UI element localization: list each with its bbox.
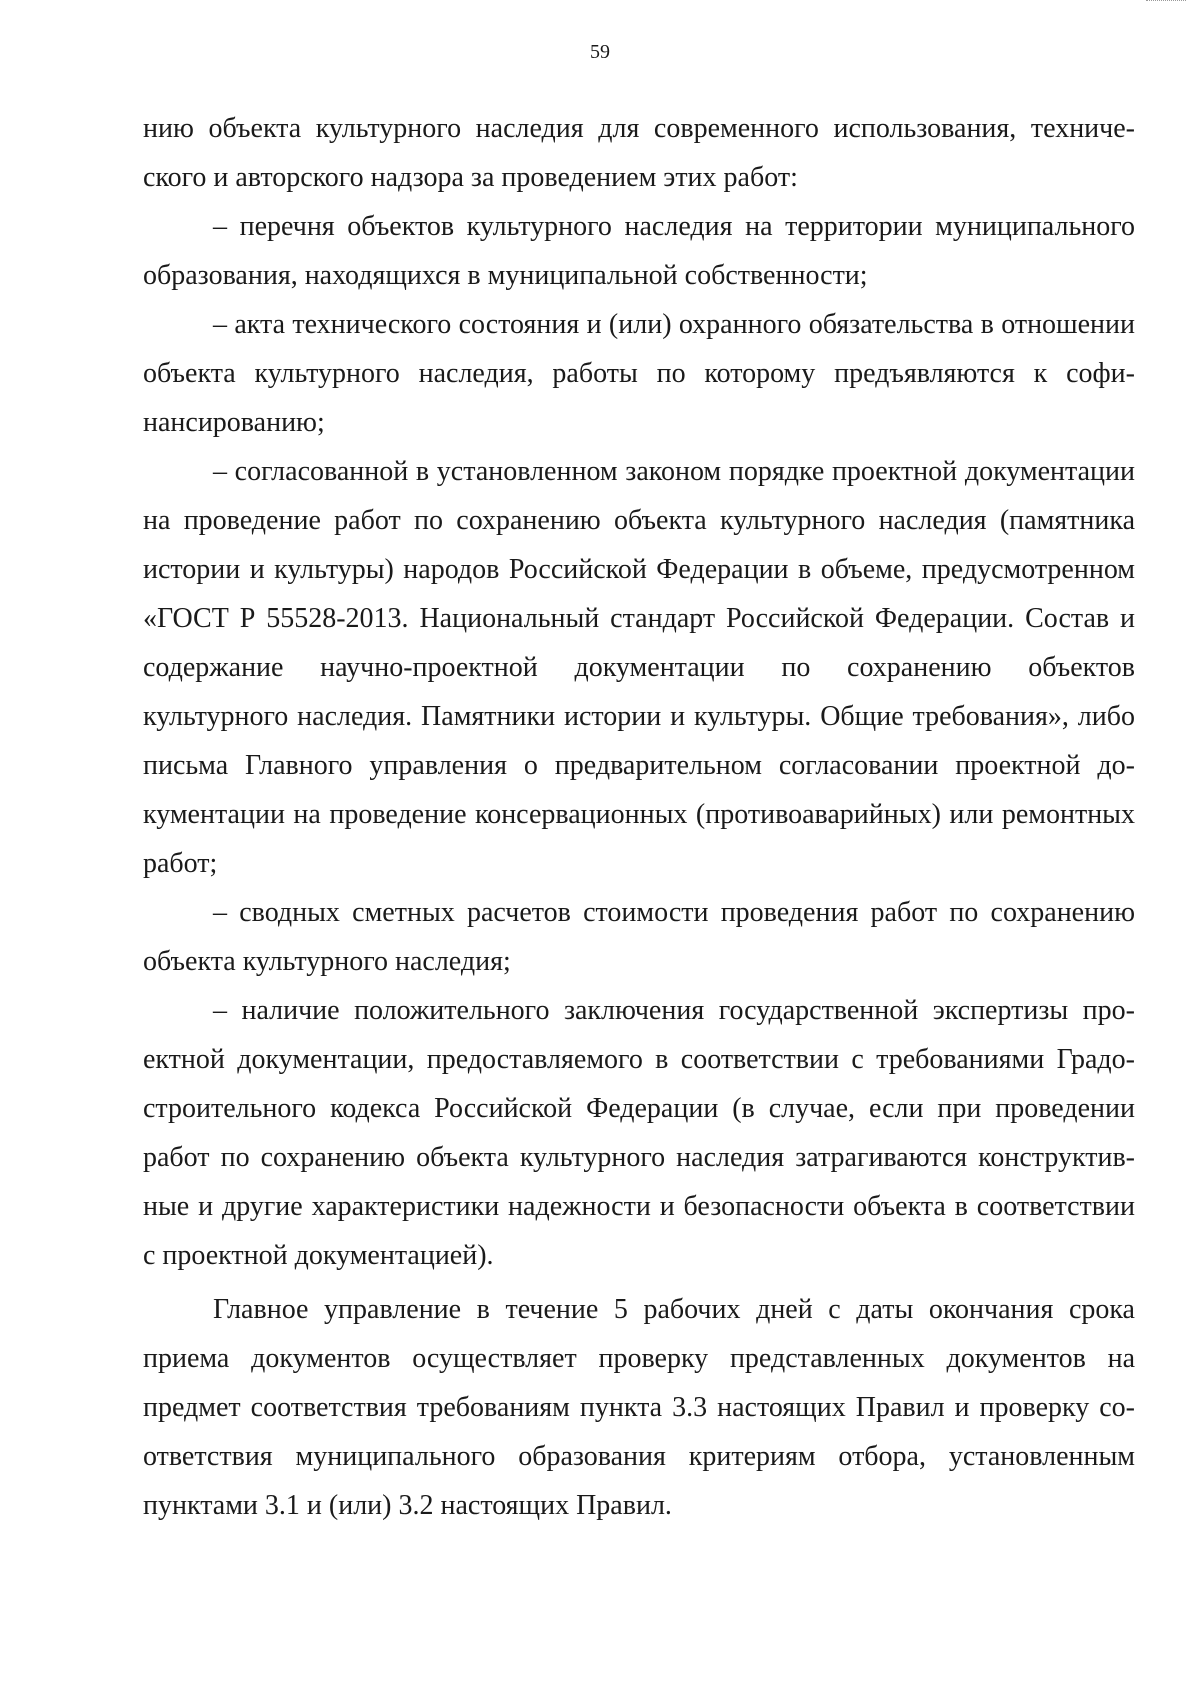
scan-artifact (1146, 0, 1186, 4)
list-item-technical-condition-act: – акта технического состояния и (или) охранного обязательства в отношении объекта культурного наследия, работы по которому предъявляются к софинансированию; (143, 309, 1135, 438)
list-item-cost-estimates: – сводных сметных расчетов стоимости проведения работ по сохранению объекта культурного наследия; (143, 897, 1135, 977)
page-number: 59 (590, 41, 610, 63)
document-body (143, 104, 1135, 1530)
paragraph-continuation: нию объекта культурного наследия для современного использования, технического и авторского надзора за проведением этих работ: (143, 113, 1135, 193)
list-item-state-expertise: – наличие положительного заключения государственной экспертизы проектной документации, предоставляемого в соответствии с требованиями Градостроительного кодекса Российской Федерации (в случае, если при проведении работ по сохранению объекта культурного наследия затрагиваются конструктивные и другие характеристики надежности и безопасности объекта в соответствии с проектной документацией). (143, 995, 1135, 1271)
paragraph-verification: Главное управление в течение 5 рабочих дней с даты окончания срока приема документов осуществляет проверку представленных документов на предмет соответствия требованиям пункта 3.3 настоящих Правил и проверку соответствия муниципального образования критериям отбора, установленным пунктами 3.1 и (или) 3.2 настоящих Правил. (143, 1294, 1135, 1521)
list-item-municipal-objects: – перечня объектов культурного наследия на территории муниципального образования, находящихся в муниципальной собственности; (143, 211, 1135, 291)
list-item-project-documentation: – согласованной в установленном законом порядке проектной документации на проведение работ по сохранению объекта культурного наследия (памятника истории и культуры) народов Российской Федерации в объеме, предусмотренном «ГОСТ Р 55528-2013. Национальный стандарт Российской Федерации. Состав и содержание научно-проектной документации по сохранению объектов культурного наследия. Памятники истории и культуры. Общие требования», либо письма Главного управления о предварительном согласовании проектной документации на проведение консервационных (противоаварийных) или ремонтных работ; (143, 456, 1135, 879)
